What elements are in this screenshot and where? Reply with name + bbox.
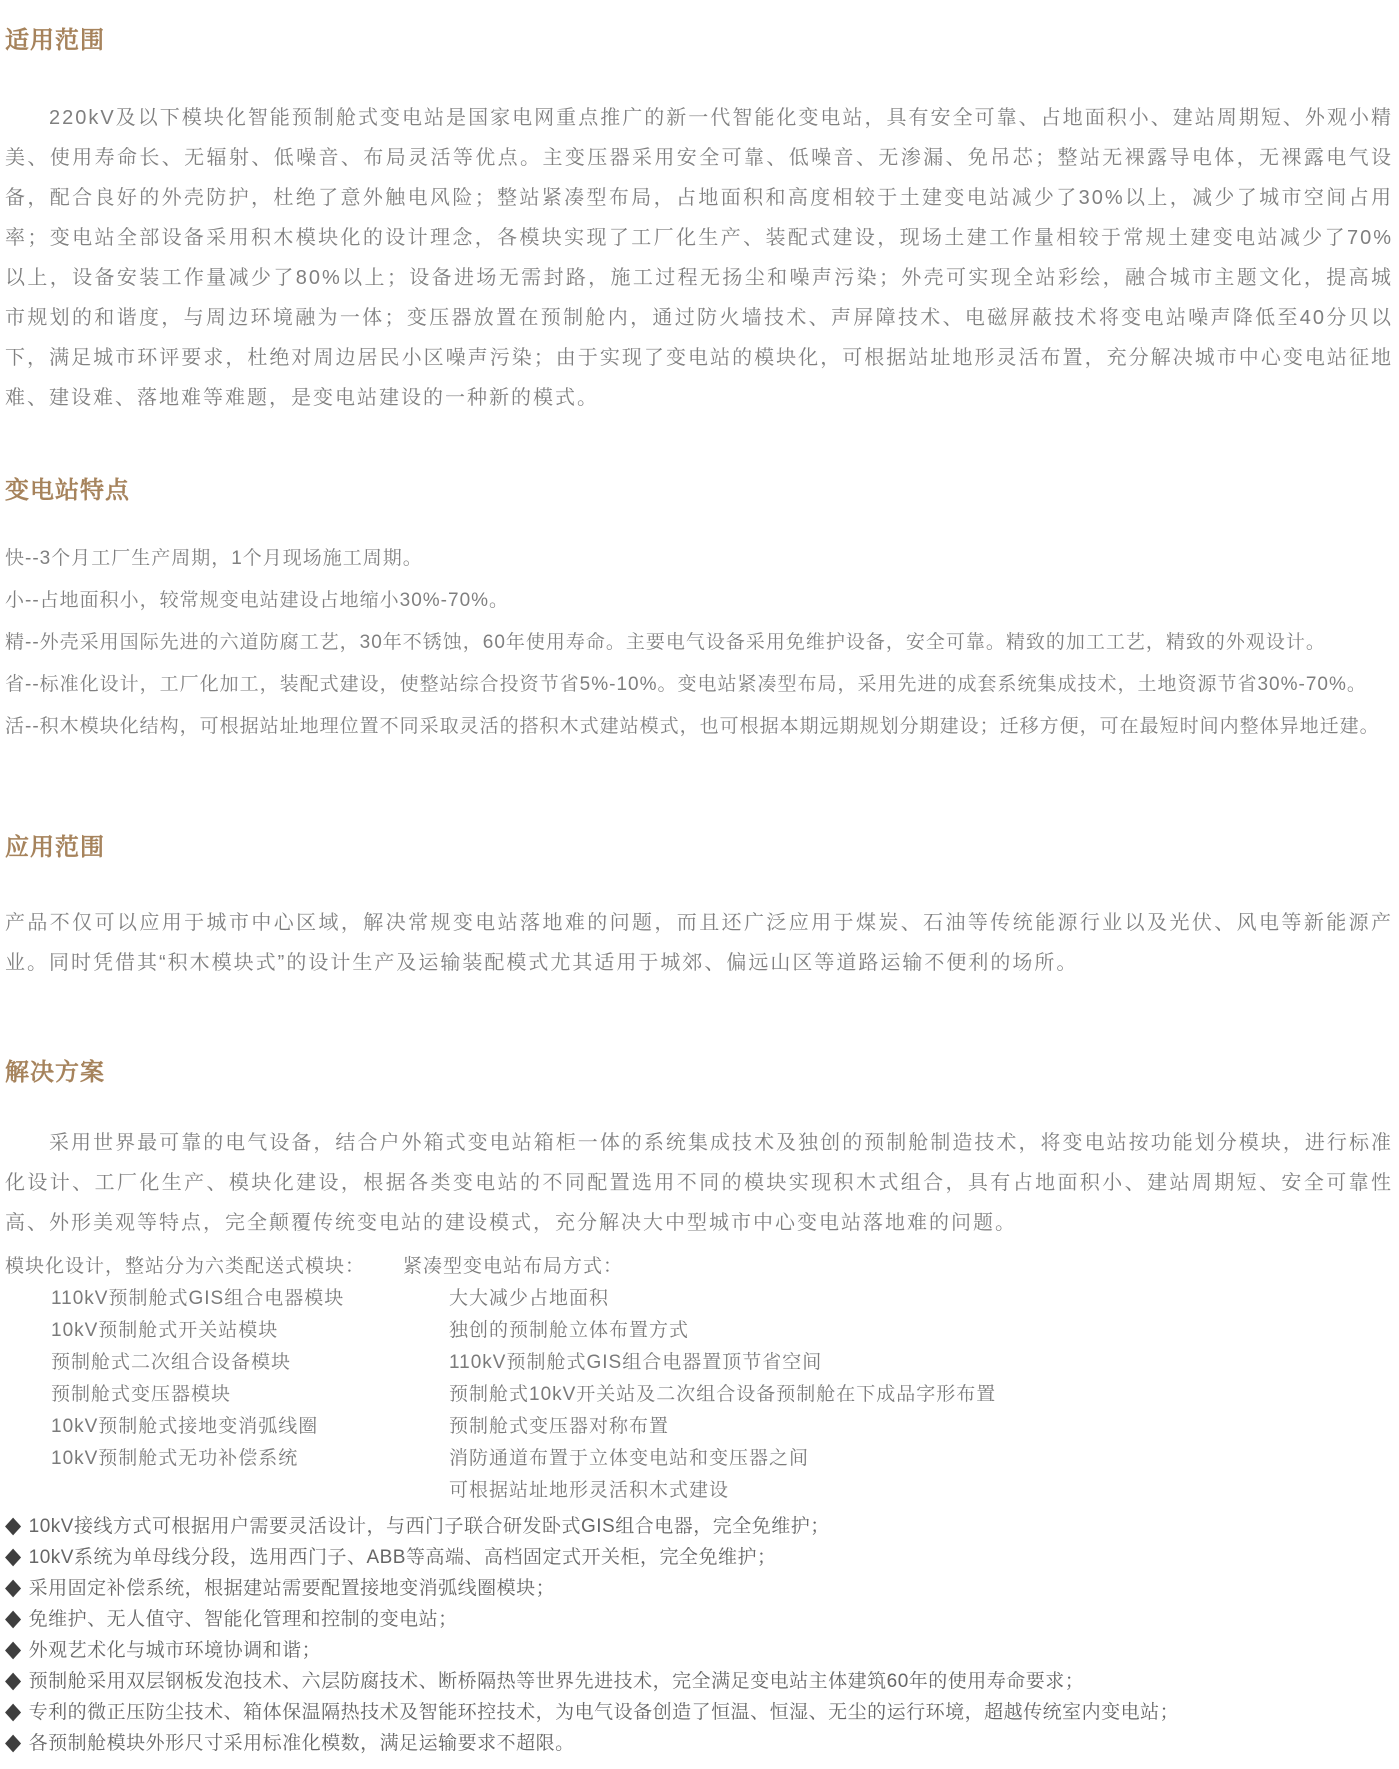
feature-item-saving: 省--标准化设计，工厂化加工，装配式建设，使整站综合投资节省5%-10%。变电站紧凑型布局，采用先进的成套系统集成技术，土地资源节省30%-70%。	[5, 674, 1367, 695]
scope-paragraph: 220kV及以下模块化智能预制舱式变电站是国家电网重点推广的新一代智能化变电站，具有安全可靠、占地面积小、建站周期短、外观小精美、使用寿命长、无辐射、低噪音、布局灵活等优点。主变压器采用安全可靠、低噪音、无渗漏、免吊芯；整站无裸露导电体，无裸露电气设备，配合良好的外壳防护，杜绝了意外触电风险；整站紧凑型布局，占地面积和高度相较于土建变电站减少了30%以上，减少了城市空间占用率；变电站全部设备采用积木模块化的设计理念，各模块实现了工厂化生产、装配式建设，现场土建工作量相较于常规土建变电站减少了70%以上，设备安装工作量减少了80%以上；设备进场无需封路，施工过程无扬尘和噪声污染；外壳可实现全站彩绘，融合城市主题文化，提高城市规划的和谐度，与周边环境融为一体；变压器放置在预制舱内，通过防火墙技术、声屏障技术、电磁屏蔽技术将变电站噪声降低至40分贝以下，满足城市环评要求，杜绝对周边居民小区噪声污染；由于实现了变电站的模块化，可根据站址地形灵活布置，充分解决城市中心变电站征地难、建设难、落地难等难题，是变电站建设的一种新的模式。	[5, 107, 1393, 409]
bullet-text: 10kV接线方式可根据用户需要灵活设计，与西门子联合研发卧式GIS组合电器，完全免维护；	[28, 1516, 830, 1537]
solution-paragraph: 采用世界最可靠的电气设备，结合户外箱式变电站箱柜一体的系统集成技术及独创的预制舱制造技术，将变电站按功能划分模块，进行标准化设计、工厂化生产、模块化建设，根据各类变电站的不同配置选用不同的模块实现积木式组合，具有占地面积小、建站周期短、安全可靠性高、外形美观等特点，完全颠覆传统变电站的建设模式，充分解决大中型城市中心变电站落地难的问题。	[5, 1132, 1393, 1234]
module-right-item: 消防通道布置于立体变电站和变压器之间	[449, 1448, 810, 1469]
section-title-scope: 适用范围	[5, 27, 105, 54]
module-right-item: 可根据站址地形灵活积木式建设	[449, 1480, 730, 1501]
module-left-item: 10kV预制舱式接地变消弧线圈	[51, 1416, 319, 1437]
module-columns	[5, 1251, 1393, 1507]
section-application	[5, 833, 1393, 983]
module-right-item: 大大减少占地面积	[449, 1288, 610, 1309]
feature-list	[5, 538, 1393, 748]
module-left-item: 10kV预制舱式开关站模块	[51, 1320, 279, 1341]
diamond-bullet-icon: ◆	[5, 1512, 22, 1539]
module-row	[5, 1379, 1393, 1411]
diamond-bullet-icon: ◆	[5, 1698, 22, 1725]
bullet-item	[5, 1635, 1393, 1666]
bullet-item	[5, 1604, 1393, 1635]
module-left-header: 模块化设计，整站分为六类配送式模块：	[5, 1256, 366, 1277]
module-left-item-empty	[5, 1475, 403, 1507]
diamond-bullet-icon: ◆	[5, 1636, 22, 1663]
section-title-features: 变电站特点	[5, 477, 130, 504]
module-row	[5, 1347, 1393, 1379]
module-right-header: 紧凑型变电站布局方式：	[403, 1256, 624, 1277]
module-row	[5, 1411, 1393, 1443]
bullet-text: 专利的微正压防尘技术、箱体保温隔热技术及智能环控技术，为电气设备创造了恒温、恒湿、无尘的运行环境，超越传统室内变电站；	[28, 1702, 1180, 1723]
module-row	[5, 1443, 1393, 1475]
bullet-text: 采用固定补偿系统，根据建站需要配置接地变消弧线圈模块；	[28, 1578, 556, 1599]
bullet-item	[5, 1697, 1393, 1728]
module-left-item: 110kV预制舱式GIS组合电器模块	[51, 1288, 345, 1309]
module-left-item: 预制舱式二次组合设备模块	[51, 1352, 292, 1373]
section-solution	[5, 1058, 1393, 1759]
bullet-text: 预制舱采用双层钢板发泡技术、六层防腐技术、断桥隔热等世界先进技术，完全满足变电站主体建筑60年的使用寿命要求；	[28, 1671, 1085, 1692]
section-features	[5, 476, 1393, 748]
section-title-solution: 解决方案	[5, 1059, 105, 1086]
module-left-item: 10kV预制舱式无功补偿系统	[51, 1448, 299, 1469]
bullet-text: 外观艺术化与城市环境协调和谐；	[28, 1640, 322, 1661]
section-scope	[5, 26, 1393, 418]
diamond-bullet-icon: ◆	[5, 1605, 22, 1632]
module-row	[5, 1315, 1393, 1347]
bullet-text: 各预制舱模块外形尺寸采用标准化模数，满足运输要求不超限。	[28, 1733, 575, 1754]
solution-bullet-list	[5, 1511, 1393, 1759]
module-header-row	[5, 1251, 1393, 1283]
diamond-bullet-icon: ◆	[5, 1729, 22, 1756]
diamond-bullet-icon: ◆	[5, 1574, 22, 1601]
diamond-bullet-icon: ◆	[5, 1543, 22, 1570]
bullet-item	[5, 1511, 1393, 1542]
feature-item-fast: 快--3个月工厂生产周期，1个月现场施工周期。	[5, 548, 423, 569]
module-row	[5, 1475, 1393, 1507]
bullet-item	[5, 1728, 1393, 1759]
diamond-bullet-icon: ◆	[5, 1667, 22, 1694]
bullet-text: 免维护、无人值守、智能化管理和控制的变电站；	[28, 1609, 458, 1630]
module-right-item: 110kV预制舱式GIS组合电器置顶节省空间	[449, 1352, 823, 1373]
bullet-item	[5, 1573, 1393, 1604]
bullet-item	[5, 1666, 1393, 1697]
feature-item-small: 小--占地面积小，较常规变电站建设占地缩小30%-70%。	[5, 590, 510, 611]
feature-item-flexible: 活--积木模块化结构，可根据站址地理位置不同采取灵活的搭积木式建站模式，也可根据本期远期规划分期建设；迁移方便，可在最短时间内整体异地迁建。	[5, 716, 1380, 737]
bullet-item	[5, 1542, 1393, 1573]
feature-item-fine: 精--外壳采用国际先进的六道防腐工艺，30年不锈蚀，60年使用寿命。主要电气设备采用免维护设备，安全可靠。精致的加工工艺，精致的外观设计。	[5, 632, 1326, 653]
module-left-item: 预制舱式变压器模块	[51, 1384, 232, 1405]
section-title-application: 应用范围	[5, 834, 105, 861]
module-right-item: 独创的预制舱立体布置方式	[449, 1320, 690, 1341]
application-paragraph: 产品不仅可以应用于城市中心区域，解决常规变电站落地难的问题，而且还广泛应用于煤炭、石油等传统能源行业以及光伏、风电等新能源产业。同时凭借其“积木模块式”的设计生产及运输装配模式尤其适用于城郊、偏远山区等道路运输不便利的场所。	[5, 912, 1393, 974]
module-right-item: 预制舱式10kV开关站及二次组合设备预制舱在下成品字形布置	[449, 1384, 997, 1405]
bullet-text: 10kV系统为单母线分段，选用西门子、ABB等高端、高档固定式开关柜，完全免维护；	[28, 1547, 777, 1568]
module-row	[5, 1283, 1393, 1315]
module-right-item: 预制舱式变压器对称布置	[449, 1416, 670, 1437]
